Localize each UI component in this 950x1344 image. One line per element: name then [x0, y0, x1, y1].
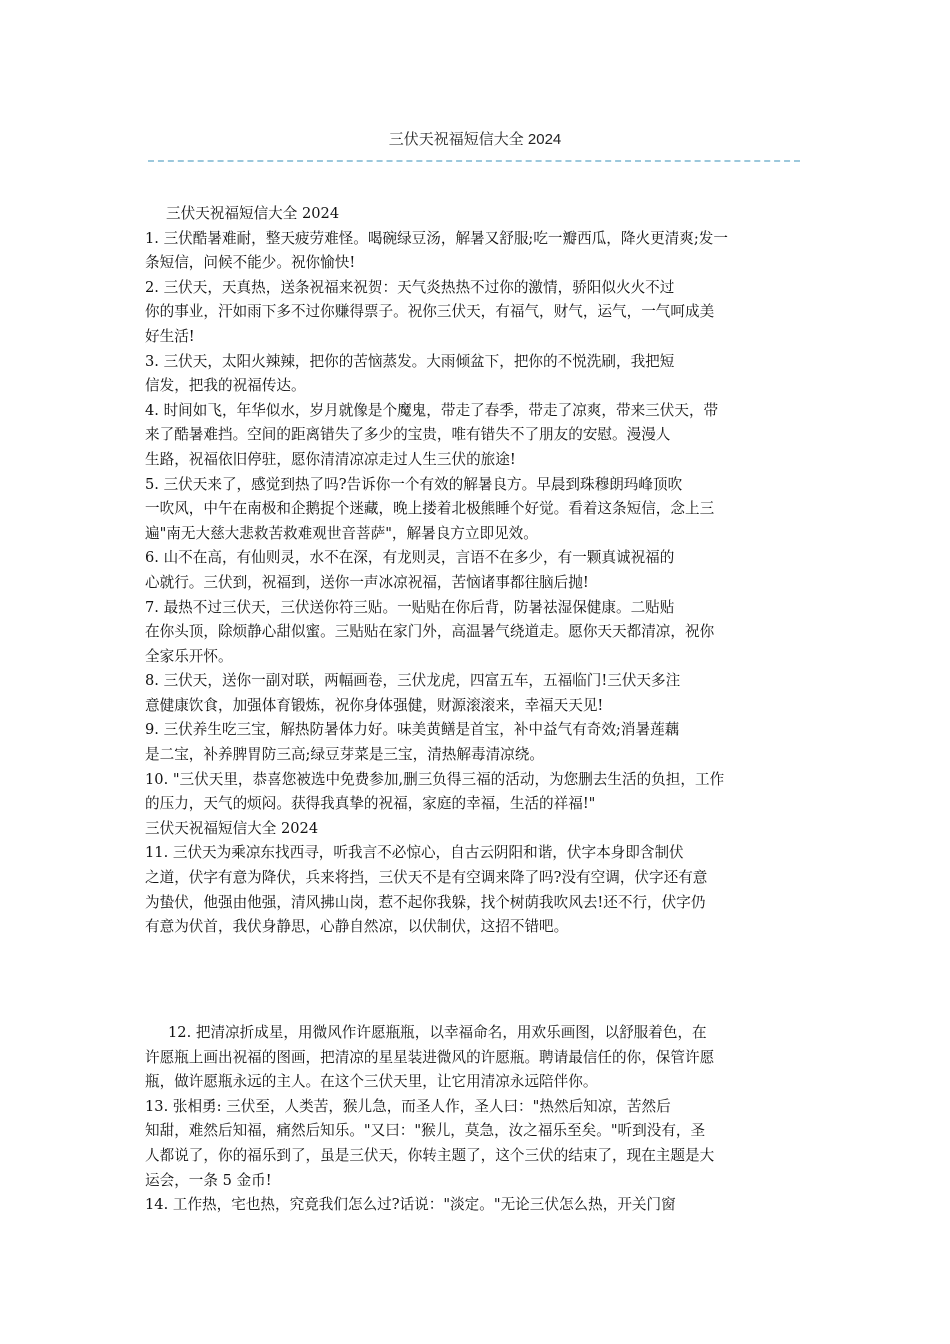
paragraph-line: 之道，伏字有意为降伏，兵来将挡，三伏天不是有空调来降了吗?没有空调，伏字还有意 — [145, 869, 708, 887]
paragraph-line: 全家乐开怀。 — [145, 647, 233, 665]
paragraph-line: 8. 三伏天，送你一副对联，两幅画卷，三伏龙虎，四富五车，五福临门!三伏天多注 — [145, 672, 681, 690]
paragraph-line: 6. 山不在高，有仙则灵，水不在深，有龙则灵，言语不在多少，有一颗真诚祝福的 — [145, 549, 675, 567]
paragraph-line: 条短信，问候不能少。祝你愉快! — [145, 254, 356, 272]
paragraph-line: 人都说了，你的福乐到了，虽是三伏天，你转主题了，这个三伏的结束了，现在主题是大 — [145, 1146, 715, 1164]
paragraph-line: 1. 三伏酷暑难耐，整天疲劳难怪。喝碗绿豆汤，解暑又舒服;吃一瓣西瓜，降火更清爽;发一 — [145, 229, 728, 247]
paragraph-line: 2. 三伏天，天真热，送条祝福来祝贺：天气炎热热不过你的激情，骄阳似火火不过 — [145, 278, 675, 296]
paragraph-line: 三伏天祝福短信大全 2024 — [166, 205, 340, 222]
page-title: 三伏天祝福短信大全 2024 — [388, 131, 562, 148]
paragraph-line: 好生活! — [145, 327, 195, 345]
paragraph-line: 一吹风，中午在南极和企鹅捉个迷藏，晚上搂着北极熊睡个好觉。看着这条短信，念上三 — [145, 500, 715, 518]
paragraph-line: 10. "三伏天里，恭喜您被选中免费参加,删三负得三福的活动，为您删去生活的负担，工作 — [145, 770, 725, 788]
paragraph-line: 5. 三伏天来了，感觉到热了吗?告诉你一个有效的解暑良方。早晨到珠穆朗玛峰顶吹 — [145, 475, 683, 493]
paragraph-line: 7. 最热不过三伏天，三伏送你符三贴。一贴贴在你后背，防暑祛湿保健康。二贴贴 — [145, 598, 675, 616]
paragraph-line: 在你头顶，除烦静心甜似蜜。三贴贴在家门外，高温暑气绕道走。愿你天天都清凉，祝你 — [145, 623, 715, 641]
paragraph-line: 生路，祝福依旧停驻，愿你清清凉凉走过人生三伏的旅途! — [145, 450, 516, 468]
paragraph-line: 9. 三伏养生吃三宝，解热防暑体力好。味美黄鳝是首宝，补中益气有奇效;消暑莲藕 — [145, 721, 680, 739]
paragraph-line: 意健康饮食，加强体育锻炼，祝你身体强健，财源滚滚来，幸福天天见! — [145, 696, 604, 714]
document-body-continued — [145, 1021, 809, 1218]
paragraph-line: 11. 三伏天为乘凉东找西寻，听我言不必惊心，自古云阴阳和谐，伏字本身即含制伏 — [145, 844, 684, 862]
paragraph-line: 知甜，难然后知福，痛然后知乐。"又曰："猴儿，莫急，汝之福乐至矣。"听到没有，圣 — [145, 1122, 706, 1140]
paragraph-line: 遍"南无大慈大悲救苦救难观世音菩萨"，解暑良方立即见效。 — [145, 524, 538, 542]
paragraph-line: 12. 把清凉折成星，用微风作许愿瓶瓶，以幸福命名，用欢乐画图，以舒服着色，在 — [168, 1024, 707, 1041]
paragraph-line: 许愿瓶上画出祝福的图画，把清凉的星星装进微风的许愿瓶。聘请最信任的你，保管许愿 — [145, 1048, 715, 1066]
paragraph-line: 心就行。三伏到，祝福到，送你一声冰凉祝福，苦恼诸事都往脑后抛! — [145, 573, 589, 591]
paragraph-line: 3. 三伏天，太阳火辣辣，把你的苦恼蒸发。大雨倾盆下，把你的不悦洗刷，我把短 — [145, 352, 675, 370]
paragraph-line: 13. 张相勇: 三伏至，人类苦，猴儿急，而圣人作，圣人曰："热然后知凉，苦然后 — [145, 1097, 671, 1115]
paragraph-line: 信发，把我的祝福传达。 — [145, 377, 306, 395]
paragraph-line: 的压力，天气的烦闷。获得我真挚的祝福，家庭的幸福，生活的祥福!" — [145, 795, 596, 813]
paragraph-line: 有意为伏首，我伏身静思，心静自然凉，以伏制伏，这招不错吧。 — [145, 918, 569, 936]
paragraph-line: 4. 时间如飞，年华似水，岁月就像是个魔鬼，带走了春季，带走了凉爽，带来三伏天，带 — [145, 401, 719, 419]
paragraph-line: 来了酷暑难挡。空间的距离错失了多少的宝贵，唯有错失不了朋友的安慰。漫漫人 — [145, 426, 671, 444]
paragraph-line: 三伏天祝福短信大全 2024 — [145, 819, 319, 837]
paragraph-line: 瓶，做许愿瓶永远的主人。在这个三伏天里，让它用清凉永远陪伴你。 — [145, 1073, 598, 1091]
paragraph-line: 运会，一条 5 金币! — [145, 1171, 272, 1189]
document-body — [145, 202, 809, 940]
paragraph-line: 是二宝，补养脾胃防三高;绿豆芽菜是三宝，清热解毒清凉绕。 — [145, 746, 544, 764]
title-divider — [148, 160, 800, 162]
paragraph-line: 为蛰伏，他强由他强，清风拂山岗，惹不起你我躲，找个树荫我吹风去!还不行，伏字仍 — [145, 893, 706, 911]
paragraph-line: 你的事业，汗如雨下多不过你赚得票子。祝你三伏天，有福气，财气，运气，一气呵成美 — [145, 303, 715, 321]
paragraph-line: 14. 工作热，宅也热，究竟我们怎么过?话说："淡定。"无论三伏怎么热，开关门窗 — [145, 1196, 676, 1214]
